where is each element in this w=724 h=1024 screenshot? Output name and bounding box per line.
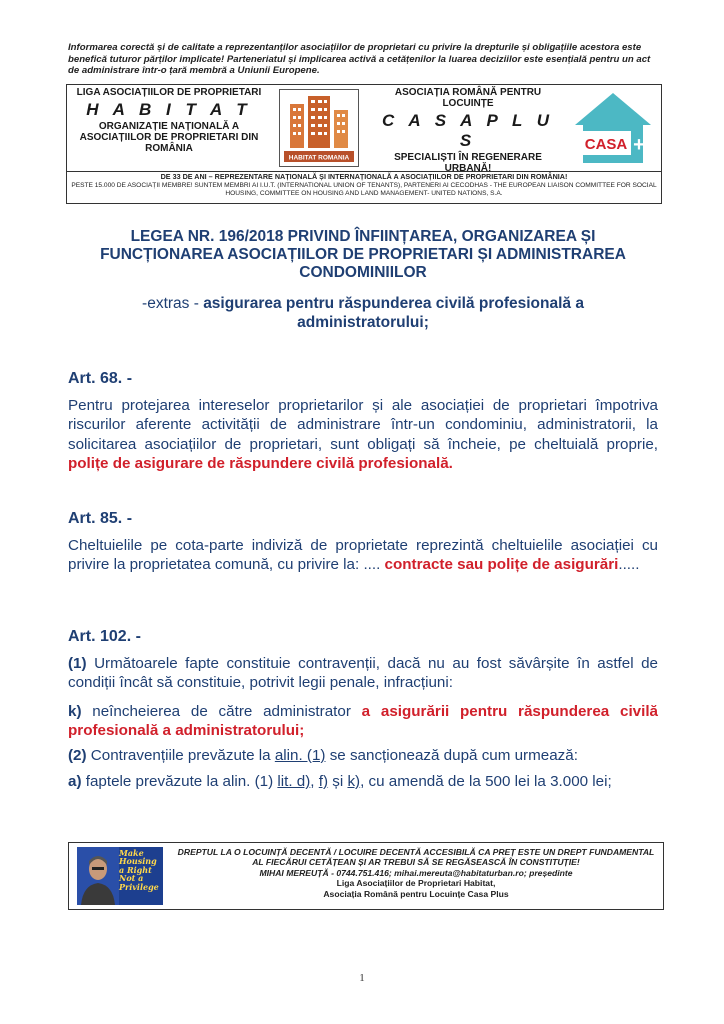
- page-number: 1: [359, 972, 365, 984]
- habitat-logo: [279, 89, 359, 167]
- plus-icon: +: [633, 134, 645, 156]
- footer-text: [173, 847, 659, 899]
- art85-paragraph: [68, 536, 658, 575]
- art102-paragraph-1: [68, 654, 658, 693]
- habitat-org-name: H A B I T A T: [86, 100, 252, 119]
- art102-a-text2: , cu amendă de la 500 lei la 3.000 lei;: [360, 773, 612, 790]
- art102-k-highlight: a asigurării pentru răspunderea civilă profesională a administratorului;: [68, 703, 658, 740]
- art102-p2-tail: se sancționează după cum urmează:: [325, 747, 578, 764]
- intro-note: Informarea corectă și de calitate a reprezentanților asociațiilor de proprietari cu privire la drepturile și obligațiile acestora este benefică tuturor părților implicate! Parteneriatul și implicarea activă a cetățenilor la luarea deciziilor este esențială pentru un act de administrare într-o țară membră a Uniunii Europene.: [68, 42, 651, 76]
- subtitle-bold: asigurarea pentru răspunderea civilă profesională a administratorului;: [203, 295, 584, 331]
- casa-logo-label: CASA: [584, 136, 628, 153]
- art102-a-link-k[interactable]: k): [347, 773, 361, 790]
- art102-p1-text: Următoarele fapte constituie contravenții, dacă nu au fost săvârșite în astfel de condiții încât să constituie, potrivit legii penale, infracțiuni:: [68, 655, 658, 692]
- casa-plus-logo: [569, 89, 657, 167]
- art102-p2-number: (2): [68, 747, 87, 764]
- header-strip-line1: DE 33 DE ANI – REPREZENTARE NAȚIONALĂ ȘI INTERNAȚIONALĂ A ASOCIAȚIILOR DE PROPRIETARI DIN ROMÂNIA!: [160, 172, 568, 181]
- art102-a-link-d[interactable]: lit. d): [277, 773, 311, 790]
- footer-line3: Liga Asociațiilor de Proprietari Habitat,: [336, 878, 496, 889]
- art102-p2-link[interactable]: alin. (1): [274, 747, 326, 764]
- habitat-building-icon: [280, 90, 358, 166]
- art102-letter-k: [68, 702, 658, 741]
- habitat-logo-label: HABITAT ROMANIA: [288, 154, 350, 162]
- casa-plus-org-line3: SPECIALIȘTI ÎN REGENERARE URBANĂ!: [394, 152, 542, 174]
- art68-highlight: polițe de asigurare de răspundere civilă profesională.: [68, 455, 453, 473]
- footer-box: [68, 842, 664, 910]
- art102-k-text: neîncheierea de către administrator: [81, 703, 362, 720]
- art102-a-sep2: și: [328, 773, 348, 790]
- law-title: LEGEA NR. 196/2018 PRIVIND ÎNFIINȚAREA, ORGANIZAREA ȘI FUNCȚIONAREA ASOCIAȚIILOR DE PROPRIETARI ȘI ADMINISTRAREA CONDOMINIILOR: [100, 228, 626, 281]
- casa-plus-org-name: C A S A P L U S: [381, 111, 555, 150]
- footer-line2: MIHAI MEREUȚĂ - 0744.751.416; mihai.mereuta@habitaturban.ro; președinte: [259, 867, 573, 878]
- art85-text: Cheltuielile pe cota-parte indiviză de proprietate reprezintă cheltuielile asociației cu privire la proprietatea comună, cu privire la: ....: [68, 537, 658, 574]
- header-strip-line2: PESTE 15.000 DE ASOCIAȚII MEMBRE! SUNTEM MEMBRI AI I.U.T. (INTERNATIONAL UNION OF TENANTS), PARTENERI AI CECODHAS - THE EUROPEAN LIAISON COMMITTEE FOR SOCIAL HOUSING, COMMITTEE ON HOUSING AND LAND MANAGEMENT- UNITED NATIONS, S.A.: [71, 181, 657, 197]
- casa-plus-org-line1: ASOCIAȚIA ROMÂNĂ PENTRU LOCUINȚE: [394, 87, 542, 109]
- casa-plus-org-block: [377, 87, 559, 174]
- art102-a-link-f[interactable]: f): [318, 773, 329, 790]
- art68-heading: Art. 68. -: [68, 370, 133, 387]
- footer-line1: DREPTUL LA O LOCUINȚĂ DECENTĂ / LOCUIRE DECENTĂ ACCESIBILĂ CA PREȚ ESTE UN DREPT FUNDAMENTAL AL FIECĂRUI CETĂȚEAN ȘI AR TREBUI SĂ SE REGĂSEASCĂ ÎN CONSTITUȚIE!: [177, 847, 655, 868]
- art102-a-sep1: ,: [310, 773, 319, 790]
- art102-a-label: a): [68, 773, 82, 790]
- art102-p1-number: (1): [68, 655, 87, 672]
- subtitle-prefix: -extras -: [142, 295, 204, 312]
- housing-right-poster: [77, 847, 163, 905]
- habitat-org-line1: LIGA ASOCIAȚIILOR DE PROPRIETARI: [76, 87, 262, 98]
- footer-line4: Asociația Română pentru Locuințe Casa Plus: [323, 888, 509, 899]
- habitat-org-block: [71, 87, 267, 154]
- art85-heading: Art. 85. -: [68, 510, 133, 527]
- art102-paragraph-2: [68, 746, 658, 765]
- art102-letter-a: [68, 772, 658, 791]
- art102-a-text1: faptele prevăzute la alin. (1): [81, 773, 278, 790]
- art85-tail: .....: [618, 556, 640, 574]
- organization-header: [66, 84, 662, 204]
- art102-p2-text: Contravențiile prevăzute la: [86, 747, 275, 764]
- law-subtitle: [110, 294, 616, 332]
- person-portrait-icon: [77, 847, 119, 905]
- house-icon: [569, 89, 657, 167]
- art102-k-label: k): [68, 703, 82, 720]
- header-strip: [67, 171, 661, 205]
- art102-heading: Art. 102. -: [68, 628, 141, 645]
- poster-text: Make Housing a Right Not a Privilege: [119, 848, 159, 892]
- habitat-org-line3: ORGANIZAȚIE NAȚIONALĂ A ASOCIAȚIILOR DE PROPRIETARI DIN ROMÂNIA: [79, 121, 259, 154]
- art68-text: Pentru protejarea intereselor proprietarilor și ale asociației de proprietari împotriva riscurilor aferente activității de administrare într-un condominiu, administratorii, la solicitarea asociațiilor de proprietari, sunt obligați să încheie, pe cheltuială proprie,: [68, 397, 658, 453]
- art68-paragraph: [68, 396, 658, 474]
- art85-highlight: contracte sau polițe de asigurări: [384, 556, 619, 574]
